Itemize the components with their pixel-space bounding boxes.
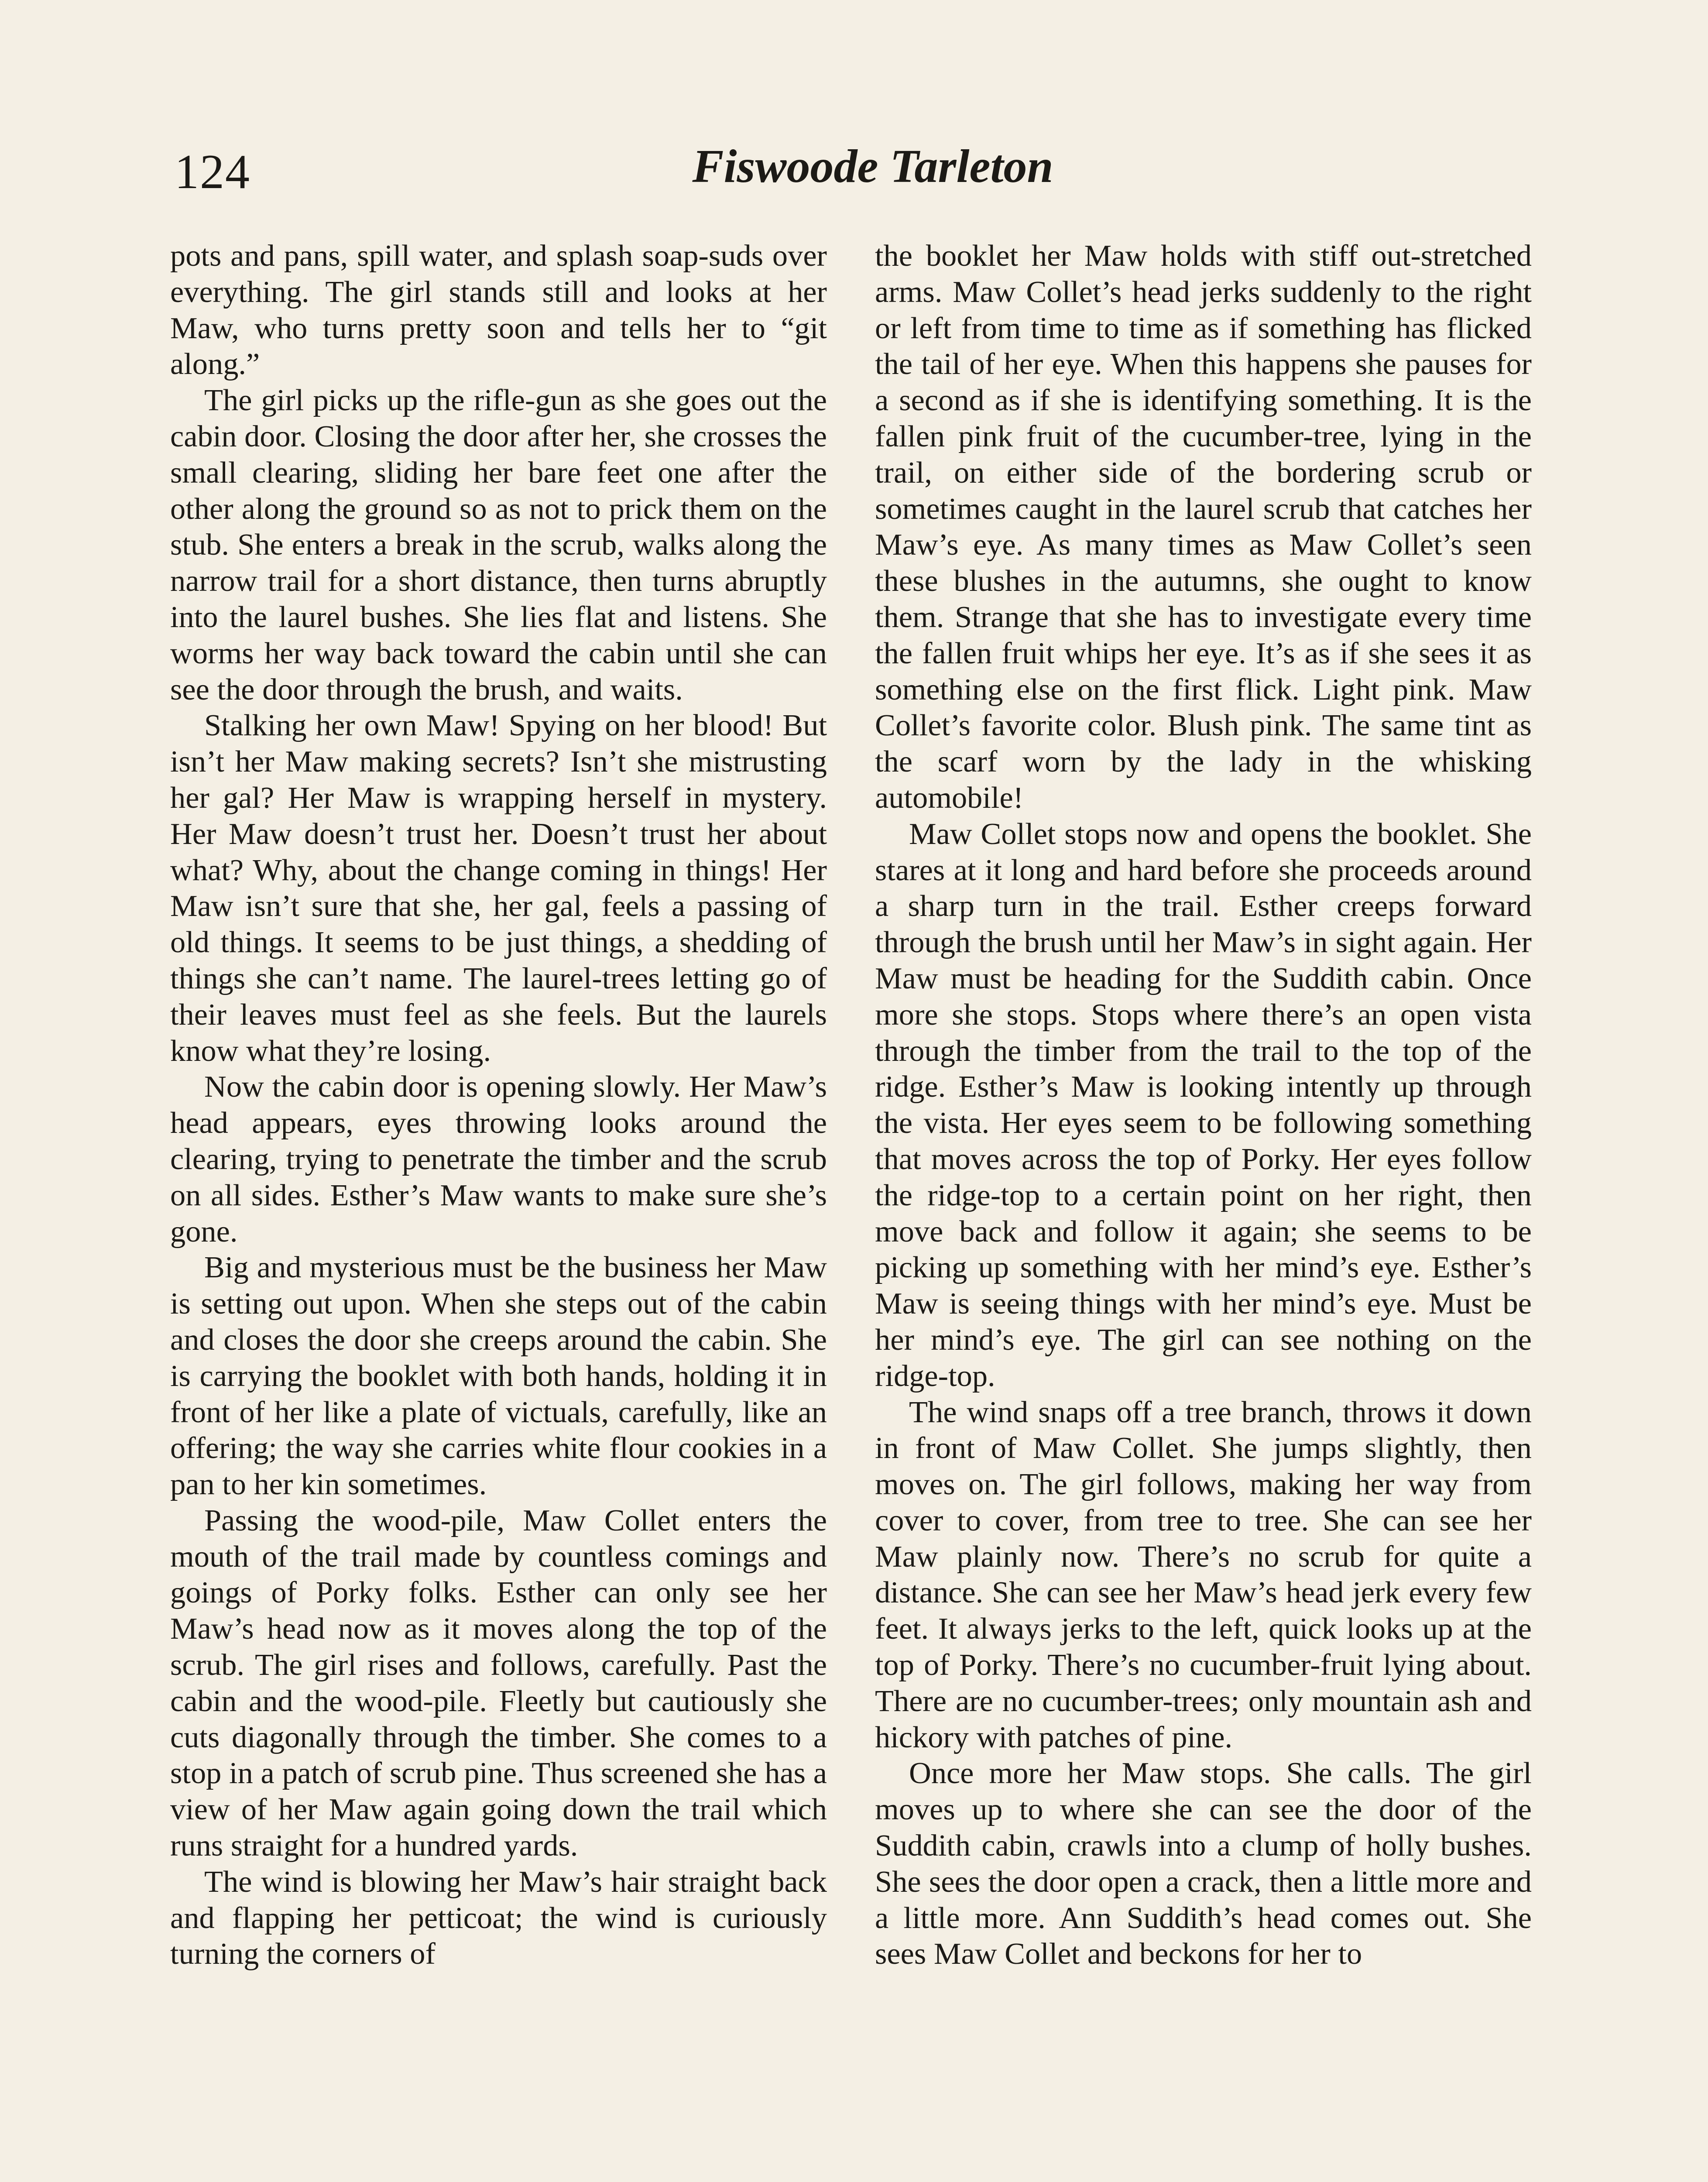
running-head-title: Fiswoode Tarleton (692, 141, 1053, 192)
left-column (170, 238, 827, 2182)
paragraph: Passing the wood-pile, Maw Collet enters the mouth of the trail made by countless comings and goings of Porky folks. Esther can only see her Maw’s head now as it moves along the top of the scrub. The girl rises and follows, carefully. Past the cabin and the wood-pile. Fleetly but cautiously she cuts diagonally through the timber. She comes to a stop in a patch of scrub pine. Thus screened she has a view of her Maw again going down the trail which runs straight for a hundred yards. (170, 1503, 827, 1863)
paragraph: The wind is blowing her Maw’s hair straight back and flapping her petticoat; the wind is curiously turning the corners of (170, 1864, 827, 1971)
paragraph: Big and mysterious must be the business her Maw is setting out upon. When she steps out of the cabin and closes the door she creeps around the cabin. She is carrying the booklet with both hands, holding it in front of her like a plate of victuals, carefully, like an offering; the way she carries white flour cookies in a pan to her kin sometimes. (170, 1250, 827, 1502)
text-columns (170, 238, 1532, 2182)
paragraph: Once more her Maw stops. She calls. The girl moves up to where she can see the door of the Suddith cabin, crawls into a clump of holly bushes. She sees the door open a crack, then a little more and a little more. Ann Suddith’s head comes out. She sees Maw Collet and beckons for her to (875, 1756, 1532, 1971)
paragraph: The girl picks up the rifle-gun as she goes out the cabin door. Closing the door after her, she crosses the small clearing, sliding her bare feet one after the other along the ground so as not to prick them on the stub. She enters a break in the scrub, walks along the narrow trail for a short distance, then turns abruptly into the laurel bushes. She lies flat and listens. She worms her way back toward the cabin until she can see the door through the brush, and waits. (170, 383, 827, 707)
paragraph: pots and pans, spill water, and splash soap-suds over everything. The girl stands still and looks at her Maw, who turns pretty soon and tells her to “git along.” (170, 239, 827, 381)
paragraph: Now the cabin door is opening slowly. Her Maw’s head appears, eyes throwing looks around the clearing, trying to penetrate the timber and the scrub on all sides. Esther’s Maw wants to make sure she’s gone. (170, 1070, 827, 1249)
paragraph: The wind snaps off a tree branch, throws it down in front of Maw Collet. She jumps slightly, then moves on. The girl follows, making her way from cover to cover, from tree to tree. She can see her Maw plainly now. There’s no scrub for quite a distance. She can see her Maw’s head jerk every few feet. It always jerks to the left, quick looks up at the top of Porky. There’s no cucumber-fruit lying about. There are no cucumber-trees; only mountain ash and hickory with patches of pine. (875, 1395, 1532, 1754)
paragraph: the booklet her Maw holds with stiff out-stretched arms. Maw Collet’s head jerks suddenly to the right or left from time to time as if something has flicked the tail of her eye. When this happens she pauses for a second as if she is identifying something. It is the fallen pink fruit of the cucumber-tree, lying in the trail, on either side of the bordering scrub or sometimes caught in the laurel scrub that catches her Maw’s eye. As many times as Maw Collet’s seen these blushes in the autumns, she ought to know them. Strange that she has to investigate every time the fallen fruit whips her eye. It’s as if she sees it as something else on the first flick. Light pink. Maw Collet’s favorite color. Blush pink. The same tint as the scarf worn by the lady in the whisking automobile! (875, 239, 1532, 815)
paragraph: Stalking her own Maw! Spying on her blood! But isn’t her Maw making secrets? Isn’t she mistrusting her gal? Her Maw is wrapping herself in mystery. Her Maw doesn’t trust her. Doesn’t trust her about what? Why, about the change coming in things! Her Maw isn’t sure that she, her gal, feels a passing of old things. It seems to be just things, a shedding of things she can’t name. The laurel-trees letting go of their leaves must feel as she feels. But the laurels know what they’re losing. (170, 708, 827, 1068)
right-column (875, 238, 1532, 2182)
paragraph: Maw Collet stops now and opens the booklet. She stares at it long and hard before she proceeds around a sharp turn in the trail. Esther creeps forward through the brush until her Maw’s in sight again. Her Maw must be heading for the Suddith cabin. Once more she stops. Stops where there’s an open vista through the timber from the trail to the top of the ridge. Esther’s Maw is looking intently up through the vista. Her eyes seem to be following something that moves across the top of Porky. Her eyes follow the ridge-top to a certain point on her right, then move back and follow it again; she seems to be picking up something with her mind’s eye. Esther’s Maw is seeing things with her mind’s eye. Must be her mind’s eye. The girl can see nothing on the ridge-top. (875, 817, 1532, 1393)
page-number: 124 (175, 145, 250, 199)
